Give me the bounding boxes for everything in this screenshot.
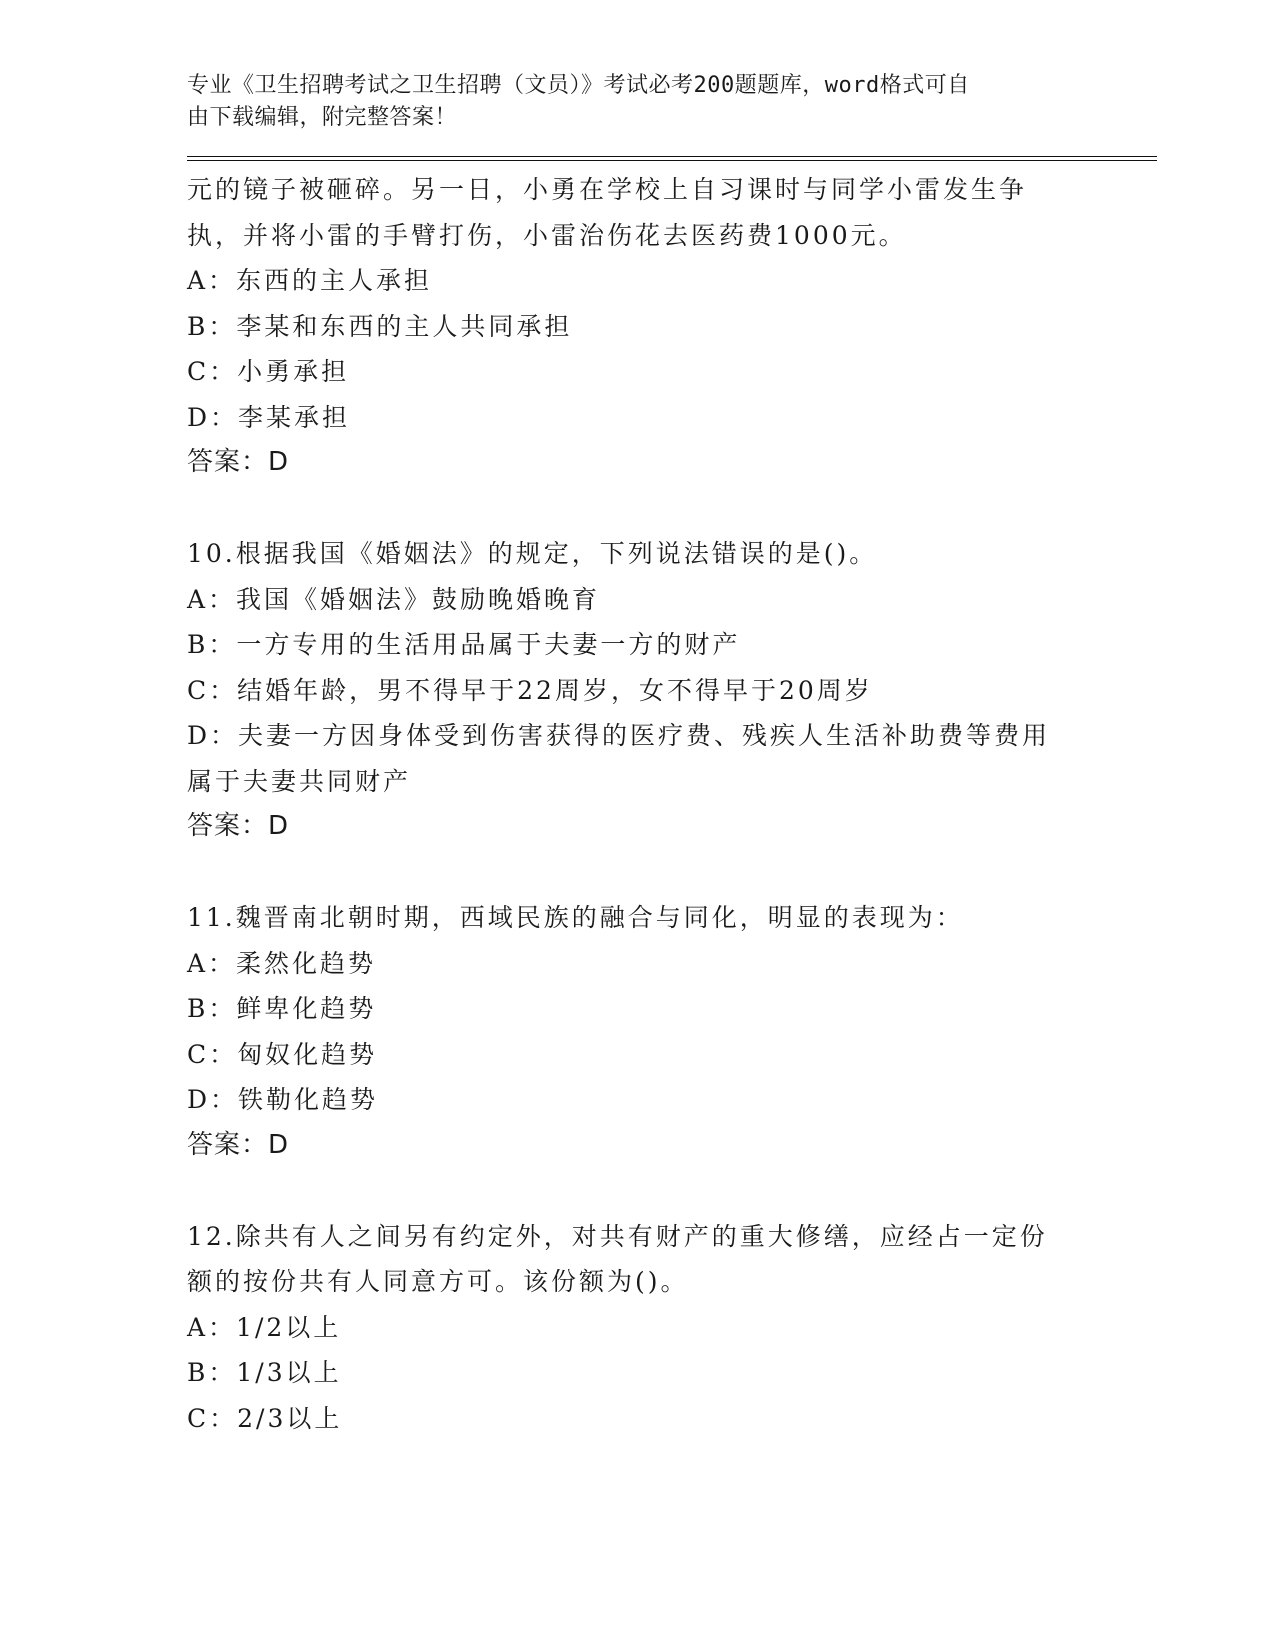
option-d: D：铁勒化趋势 bbox=[187, 1085, 379, 1114]
option-c: C：2/3以上 bbox=[187, 1403, 343, 1433]
question-stem: 额的按份共有人同意方可。该份额为()。 bbox=[187, 1267, 689, 1296]
option-c: C：小勇承担 bbox=[187, 357, 350, 386]
question-stem: 执，并将小雷的手臂打伤，小雷治伤花去医药费1000元。 bbox=[187, 220, 907, 250]
option-b: B：鲜卑化趋势 bbox=[187, 994, 377, 1023]
option-a: A：东西的主人承担 bbox=[187, 266, 433, 295]
answer-line: 答案：D bbox=[187, 811, 290, 841]
header-title-line-1: 专业《卫生招聘考试之卫生招聘（文员）》考试必考200题题库，word格式可自 bbox=[187, 73, 970, 98]
option-c: C：匈奴化趋势 bbox=[187, 1039, 378, 1069]
option-d: D：李某承担 bbox=[187, 402, 351, 432]
option-d: D：夫妻一方因身体受到伤害获得的医疗费、残疾人生活补助费等费用 bbox=[187, 721, 1051, 750]
option-d-continued: 属于夫妻共同财产 bbox=[187, 766, 412, 796]
question-block bbox=[187, 531, 1082, 849]
option-a: A：我国《婚姻法》鼓励晚婚晚育 bbox=[187, 584, 601, 614]
header-title-line-2: 由下载编辑，附完整答案！ bbox=[187, 105, 458, 130]
option-b: B：李某和东西的主人共同承担 bbox=[187, 311, 573, 341]
question-block bbox=[187, 895, 1082, 1168]
option-b: B：一方专用的生活用品属于夫妻一方的财产 bbox=[187, 630, 741, 659]
answer-line: 答案：D bbox=[187, 447, 290, 477]
option-a: A：1/2以上 bbox=[187, 1312, 342, 1342]
spacer bbox=[187, 1168, 1082, 1214]
question-stem: 元的镜子被砸碎。另一日，小勇在学校上自习课时与同学小雷发生争 bbox=[187, 175, 1028, 204]
spacer bbox=[187, 849, 1082, 895]
question-stem: 10.根据我国《婚姻法》的规定，下列说法错误的是()。 bbox=[187, 539, 878, 568]
option-c: C：结婚年龄，男不得早于22周岁，女不得早于20周岁 bbox=[187, 675, 873, 705]
question-block bbox=[187, 167, 1082, 485]
document-page bbox=[187, 70, 1082, 1441]
question-stem: 11.魏晋南北朝时期，西域民族的融合与同化，明显的表现为： bbox=[187, 903, 964, 932]
answer-line: 答案：D bbox=[187, 1129, 290, 1160]
header-divider bbox=[187, 156, 1157, 161]
spacer bbox=[187, 485, 1082, 531]
question-block bbox=[187, 1214, 1082, 1442]
option-b: B：1/3以上 bbox=[187, 1358, 342, 1387]
option-a: A：柔然化趋势 bbox=[187, 948, 377, 978]
question-stem: 12.除共有人之间另有约定外，对共有财产的重大修缮，应经占一定份 bbox=[187, 1221, 1048, 1251]
